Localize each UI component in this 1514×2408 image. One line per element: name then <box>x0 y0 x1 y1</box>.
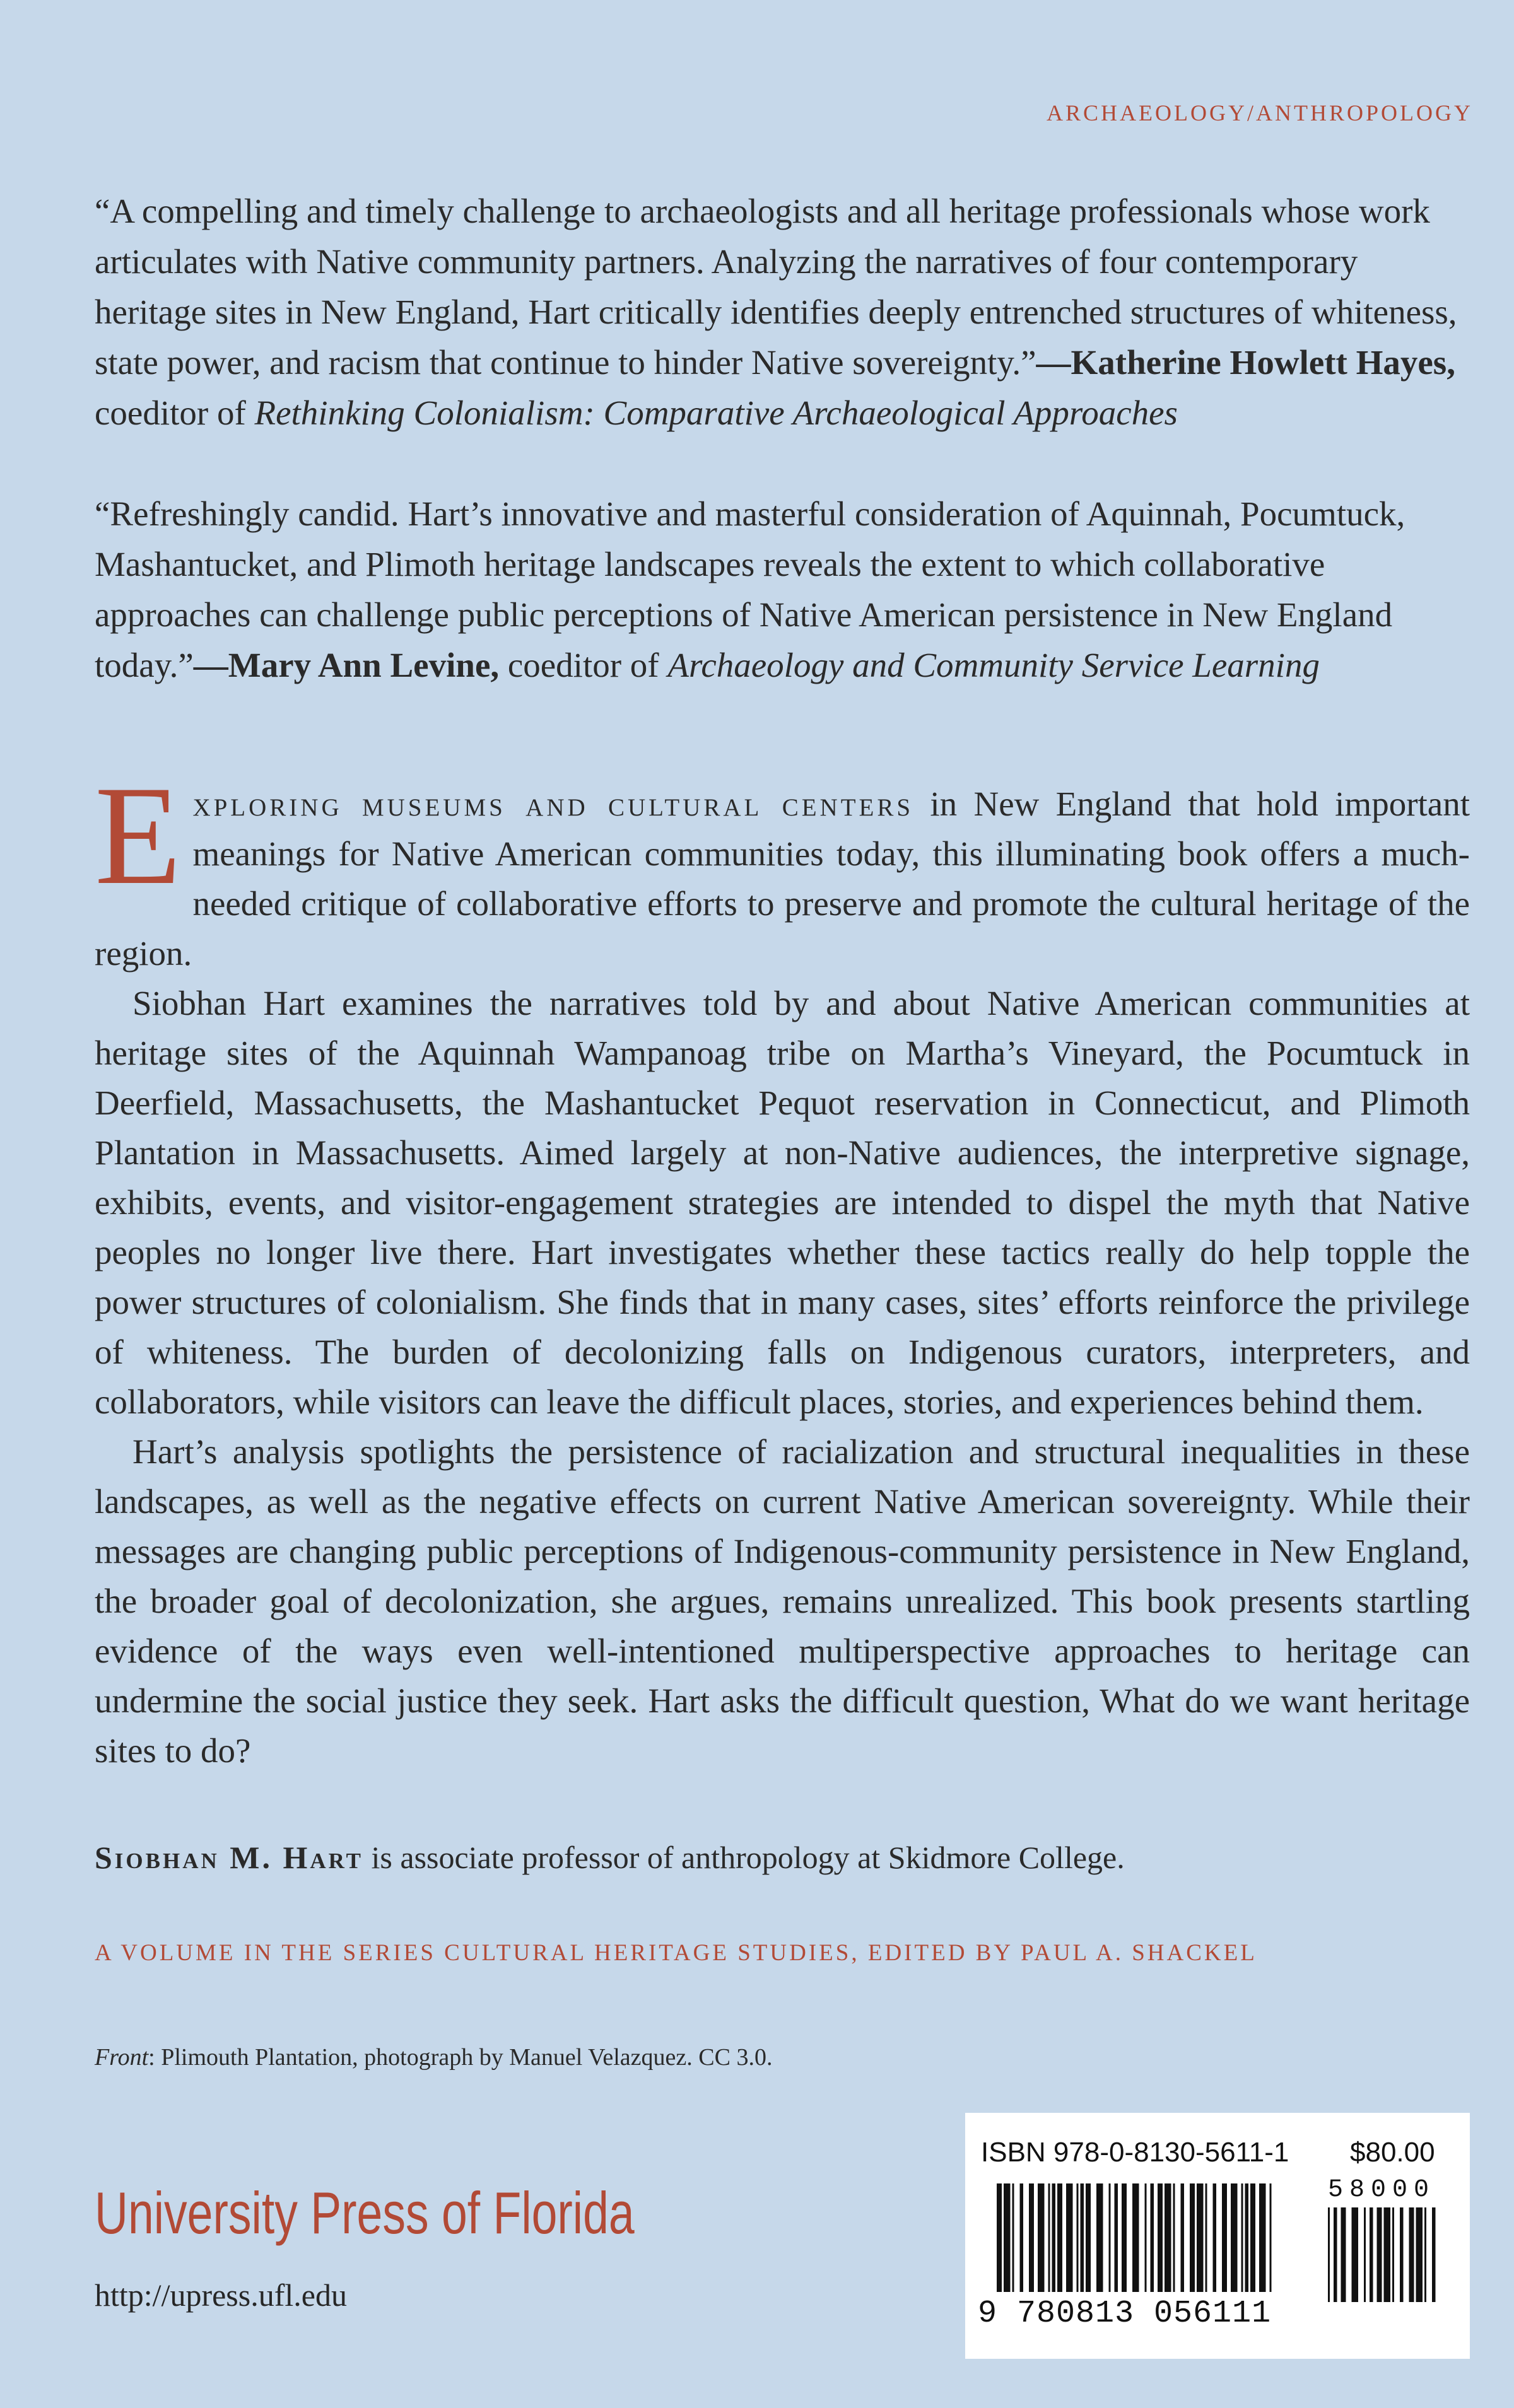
description-lead: xploring museums and cultural centers <box>192 785 914 823</box>
blurb-2-attribution: —Mary Ann Levine, <box>193 646 500 684</box>
publisher-url[interactable]: http://upress.ufl.edu <box>95 2277 347 2313</box>
isbn-label: ISBN 978-0-8130-5611-1 <box>981 2137 1289 2168</box>
publisher-name: University Press of Florida <box>95 2180 635 2246</box>
blurb-1-work: Rethinking Colonialism: Comparative Archaeological Approaches <box>254 394 1178 432</box>
category-label: ARCHAEOLOGY/ANTHROPOLOGY <box>1047 100 1473 126</box>
barcode-addon-bars <box>1328 2207 1436 2302</box>
blurb-1-quote: “A compelling and timely challenge to archaeologists and all heritage professionals whose work articulates with Native community partners. Analyzing the narratives of four contemporary heritage sites in New England, Hart critically identifies deeply entrenched structures of whiteness, state power, and racism that continue to hinder Native sovereignty.” <box>95 192 1457 382</box>
blurb-1-role: coeditor of <box>95 394 255 432</box>
cover-credit-text: : Plimouth Plantation, photograph by Manuel Velazquez. CC 3.0. <box>148 2044 773 2071</box>
description-paragraph-3: Hart’s analysis spotlights the persistence of racialization and structural inequalities in these landscapes, as well as the negative effects on current Native American sovereignty. While their messages are changing public perceptions of Indigenous-community persistence in New England, the broader goal of decolonization, she argues, remains unrealized. This book presents startling evidence of the ways even well-intentioned multiperspective approaches to heritage can undermine the social justice they seek. Hart asks the difficult question, What do we want heritage sites to do? <box>95 1432 1470 1770</box>
barcode-addon-digits: 58000 <box>1328 2176 1436 2204</box>
price-label: $80.00 <box>1350 2137 1435 2168</box>
author-bio-text: is associate professor of anthropology at Skidmore College. <box>363 1840 1125 1875</box>
blurb-2-quote: “Refreshingly candid. Hart’s innovative and masterful consideration of Aquinnah, Pocumtuck, Mashantucket, and Plimoth heritage landscapes reveals the extent to which collaborative approaches can challenge public perceptions of Native American persistence in New England today.” <box>95 494 1405 684</box>
drop-cap: E <box>95 756 182 914</box>
cover-credit-lead: Front <box>95 2044 149 2071</box>
blurb-1-attribution: —Katherine Howlett Hayes, <box>1036 343 1455 382</box>
description-p1-text: in New England that hold important meanings for Native American communities today, this illuminating book offers a much-needed critique of collaborative efforts to preserve and promote the cultural heritage of the region. <box>95 785 1470 973</box>
barcode-digits: 9 780813 056111 <box>978 2296 1272 2332</box>
series-note: A VOLUME IN THE SERIES CULTURAL HERITAGE STUDIES, EDITED BY PAUL A. SHACKEL <box>95 1940 1257 1966</box>
description-paragraph-2: Siobhan Hart examines the narratives told by and about Native American communities at heritage sites of the Aquinnah Wampanoag tribe on Martha’s Vineyard, the Pocumtuck in Deerfield, Massachusetts, the Mashantucket Pequot reservation in Connecticut, and Plimoth Plantation in Massachusetts. Aimed largely at non-Native audiences, the interpretive signage, exhibits, events, and visitor-engagement strategies are intended to dispel the myth that Native peoples no longer live there. Hart investigates whether these tactics really do help topple the power structures of colonialism. She finds that in many cases, sites’ efforts reinforce the privilege of whiteness. The burden of decolonizing falls on Indigenous curators, interpreters, and collaborators, while visitors can leave the difficult places, stories, and experiences behind them. <box>95 984 1470 1421</box>
barcode-main-bars <box>997 2183 1272 2292</box>
blurb-2-work: Archaeology and Community Service Learning <box>667 646 1320 684</box>
author-name: Siobhan M. Hart <box>95 1840 364 1875</box>
blurb-2-role: coeditor of <box>499 646 668 684</box>
